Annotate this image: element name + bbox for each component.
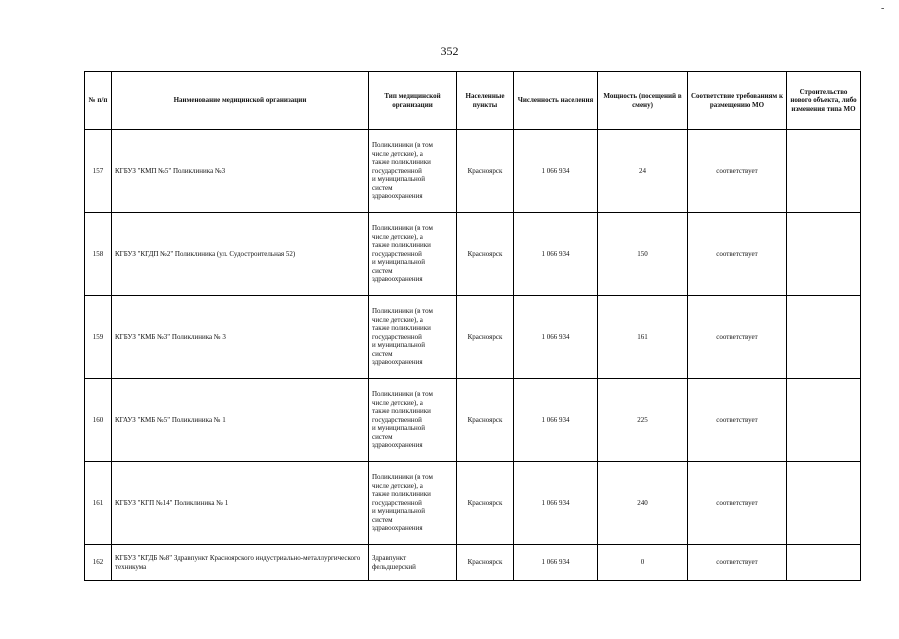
type-line: здравоохранения bbox=[372, 275, 423, 284]
type-line: Поликлиники (в том bbox=[372, 141, 433, 150]
table-row bbox=[85, 296, 861, 379]
header-type: Тип медицинской организации bbox=[369, 72, 457, 130]
settlement: Красноярск bbox=[457, 462, 514, 545]
population: 1 066 934 bbox=[514, 296, 598, 379]
organization-name: КГБУЗ "КГДБ №8" Здравпункт Красноярского индустриально-металлургического техникума bbox=[112, 545, 369, 581]
type-line: систем bbox=[372, 515, 393, 524]
organization-type bbox=[369, 130, 457, 213]
construction bbox=[787, 296, 861, 379]
organization-name: КГБУЗ "КМП №5" Поликлиника №3 bbox=[112, 130, 369, 213]
type-line: и муниципальной bbox=[372, 507, 426, 516]
row-number: 162 bbox=[85, 545, 112, 581]
type-line: также поликлиники bbox=[372, 158, 431, 167]
row-number: 159 bbox=[85, 296, 112, 379]
population: 1 066 934 bbox=[514, 545, 598, 581]
construction bbox=[787, 545, 861, 581]
type-line: числе детские), а bbox=[372, 398, 423, 407]
type-line: здравоохранения bbox=[372, 192, 423, 201]
type-line: Поликлиники (в том bbox=[372, 307, 433, 316]
organization-type bbox=[369, 296, 457, 379]
organization-type bbox=[369, 213, 457, 296]
organization-type bbox=[369, 379, 457, 462]
header-name: Наименование медицинской организации bbox=[112, 72, 369, 130]
header-compliance: Соответствие требованиям к размещению МО bbox=[688, 72, 787, 130]
organization-name: КГБУЗ "КГДП №2" Поликлиника (ул. Судостроительная 52) bbox=[112, 213, 369, 296]
type-line: и муниципальной bbox=[372, 258, 426, 267]
type-line: государственной bbox=[372, 249, 422, 258]
compliance: соответствует bbox=[688, 130, 787, 213]
construction bbox=[787, 379, 861, 462]
type-line: систем bbox=[372, 349, 393, 358]
header-capacity: Мощность (посещений в смену) bbox=[598, 72, 688, 130]
construction bbox=[787, 462, 861, 545]
settlement: Красноярск bbox=[457, 379, 514, 462]
compliance: соответствует bbox=[688, 296, 787, 379]
row-number: 160 bbox=[85, 379, 112, 462]
compliance: соответствует bbox=[688, 213, 787, 296]
type-line: также поликлиники bbox=[372, 407, 431, 416]
page-number: 352 bbox=[440, 44, 459, 58]
type-line: государственной bbox=[372, 166, 422, 175]
type-line: государственной bbox=[372, 332, 422, 341]
type-line: числе детские), а bbox=[372, 481, 423, 490]
table-row bbox=[85, 462, 861, 545]
table-row bbox=[85, 130, 861, 213]
organization-name: КГБУЗ "КМБ №3" Поликлиника № 3 bbox=[112, 296, 369, 379]
compliance: соответствует bbox=[688, 545, 787, 581]
construction bbox=[787, 213, 861, 296]
capacity: 24 bbox=[598, 130, 688, 213]
settlement: Красноярск bbox=[457, 296, 514, 379]
table-row bbox=[85, 213, 861, 296]
capacity: 240 bbox=[598, 462, 688, 545]
organization-name: КГБУЗ "КГП №14" Поликлиника № 1 bbox=[112, 462, 369, 545]
row-number: 158 bbox=[85, 213, 112, 296]
type-line: систем bbox=[372, 266, 393, 275]
type-line: также поликлиники bbox=[372, 490, 431, 499]
type-line: государственной bbox=[372, 498, 422, 507]
table-header-row bbox=[85, 72, 861, 130]
type-line: Здравпункт bbox=[372, 554, 407, 562]
header-points: Населенные пункты bbox=[457, 72, 514, 130]
population: 1 066 934 bbox=[514, 130, 598, 213]
type-line: числе детские), а bbox=[372, 149, 423, 158]
row-number: 161 bbox=[85, 462, 112, 545]
type-line: и муниципальной bbox=[372, 341, 426, 350]
row-number: 157 bbox=[85, 130, 112, 213]
compliance: соответствует bbox=[688, 379, 787, 462]
type-line: систем bbox=[372, 183, 393, 192]
settlement: Красноярск bbox=[457, 213, 514, 296]
type-line: и муниципальной bbox=[372, 175, 426, 184]
organization-name: КГАУЗ "КМБ №5" Поликлиника № 1 bbox=[112, 379, 369, 462]
type-line: и муниципальной bbox=[372, 424, 426, 433]
type-line: здравоохранения bbox=[372, 524, 423, 533]
type-line: также поликлиники bbox=[372, 241, 431, 250]
header-num: № п/п bbox=[85, 72, 112, 130]
organization-type bbox=[369, 545, 457, 581]
type-line: здравоохранения bbox=[372, 358, 423, 367]
type-line: также поликлиники bbox=[372, 324, 431, 333]
population: 1 066 934 bbox=[514, 462, 598, 545]
header-population: Численность населения bbox=[514, 72, 598, 130]
type-line: числе детские), а bbox=[372, 232, 423, 241]
type-line: фельдшерский bbox=[372, 562, 416, 571]
medical-organizations-table bbox=[84, 71, 861, 581]
construction bbox=[787, 130, 861, 213]
type-line: Поликлиники (в том bbox=[372, 224, 433, 233]
population: 1 066 934 bbox=[514, 379, 598, 462]
type-line: систем bbox=[372, 432, 393, 441]
capacity: 225 bbox=[598, 379, 688, 462]
table-row bbox=[85, 379, 861, 462]
type-line: здравоохранения bbox=[372, 441, 423, 450]
corner-mark: - bbox=[881, 3, 885, 14]
organization-type bbox=[369, 462, 457, 545]
type-line: государственной bbox=[372, 415, 422, 424]
capacity: 150 bbox=[598, 213, 688, 296]
header-construction: Строительство нового объекта, либо изменения типа МО bbox=[787, 72, 861, 130]
population: 1 066 934 bbox=[514, 213, 598, 296]
capacity: 0 bbox=[598, 545, 688, 581]
type-line: Поликлиники (в том bbox=[372, 473, 433, 482]
settlement: Красноярск bbox=[457, 130, 514, 213]
compliance: соответствует bbox=[688, 462, 787, 545]
table-row bbox=[85, 545, 861, 581]
settlement: Красноярск bbox=[457, 545, 514, 581]
type-line: числе детские), а bbox=[372, 315, 423, 324]
type-line: Поликлиники (в том bbox=[372, 390, 433, 399]
capacity: 161 bbox=[598, 296, 688, 379]
